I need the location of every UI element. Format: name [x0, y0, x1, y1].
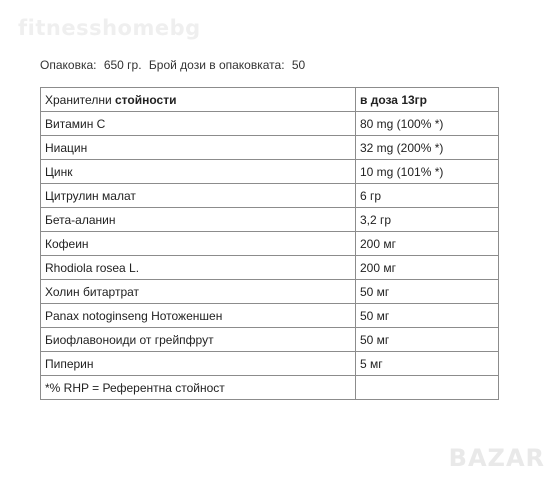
- table-row: [41, 352, 499, 376]
- package-info: [40, 58, 309, 72]
- nutrient-name: Цинк: [41, 160, 356, 184]
- nutrient-name: Rhodiola rosea L.: [41, 256, 356, 280]
- table-row: [41, 232, 499, 256]
- nutrient-name: Пиперин: [41, 352, 356, 376]
- watermark-logo-top: fitnesshomebg: [18, 16, 201, 40]
- nutrient-value: 6 гр: [356, 184, 499, 208]
- table-row: [41, 112, 499, 136]
- header-nutrients-bold: стойности: [115, 92, 177, 107]
- header-per-dose: в доза 13гр: [356, 88, 499, 112]
- table-row: [41, 376, 499, 400]
- nutrient-name: Бета-аланин: [41, 208, 356, 232]
- table-row: [41, 280, 499, 304]
- nutrition-table: [40, 87, 499, 400]
- table-row: [41, 256, 499, 280]
- table-row: [41, 136, 499, 160]
- table-row: [41, 304, 499, 328]
- package-value: 650 гр.: [103, 58, 142, 72]
- watermark-logo-bazar: BAZAR: [448, 444, 545, 472]
- nutrient-name: Кофеин: [41, 232, 356, 256]
- table-row: [41, 328, 499, 352]
- nutrient-value: 32 mg (200% *): [356, 136, 499, 160]
- header-nutrients: [41, 88, 356, 112]
- table-row: [41, 184, 499, 208]
- nutrient-name: Ниацин: [41, 136, 356, 160]
- nutrient-name: Холин битартрат: [41, 280, 356, 304]
- table-row: [41, 160, 499, 184]
- nutrient-value: 5 мг: [356, 352, 499, 376]
- table-row: [41, 208, 499, 232]
- nutrient-name: Panax notoginseng Нотоженшен: [41, 304, 356, 328]
- table-header-row: [41, 88, 499, 112]
- doses-label: Брой дози в опаковката:: [148, 58, 285, 72]
- nutrient-value: 50 мг: [356, 328, 499, 352]
- nutrient-name: Цитрулин малат: [41, 184, 356, 208]
- nutrient-value: 50 мг: [356, 304, 499, 328]
- nutrient-value: 200 мг: [356, 256, 499, 280]
- nutrient-name: *% RHP = Референтна стойност: [41, 376, 356, 400]
- nutrient-name: Биофлавоноиди от грейпфрут: [41, 328, 356, 352]
- nutrient-name: Витамин C: [41, 112, 356, 136]
- header-nutrients-prefix: Хранителни: [45, 92, 112, 107]
- nutrient-value: 10 mg (101% *): [356, 160, 499, 184]
- nutrient-value: 50 мг: [356, 280, 499, 304]
- nutrient-value: 80 mg (100% *): [356, 112, 499, 136]
- doses-value: 50: [291, 58, 306, 72]
- nutrient-value: [356, 376, 499, 400]
- nutrient-value: 200 мг: [356, 232, 499, 256]
- nutrient-value: 3,2 гр: [356, 208, 499, 232]
- package-label: Опаковка:: [40, 58, 97, 72]
